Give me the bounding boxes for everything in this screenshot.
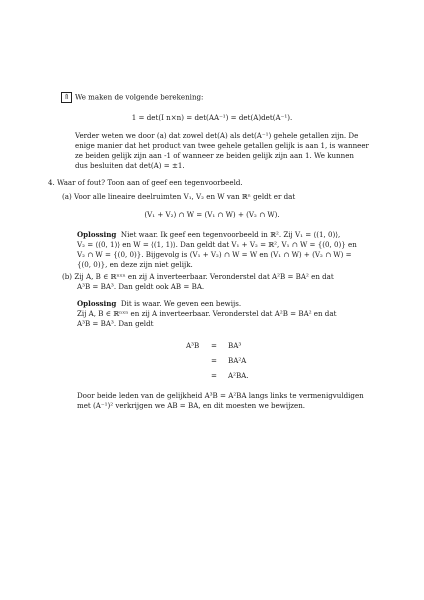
para-1-line-3: ze beiden gelijk zijn aan -1 of wanneer ze beiden gelijk zijn aan 1. We kunnen — [75, 151, 354, 160]
para-1-line-4: dus besluiten dat det(A) = ±1. — [75, 161, 185, 170]
up-arrow-icon[interactable]: ⇑ — [61, 92, 72, 103]
align-row-1-rhs: BA³ — [228, 341, 242, 350]
oplossing-label-b: Oplossing — [77, 299, 117, 308]
item-4-heading: 4. Waar of fout? Toon aan of geef een tegenvoorbeeld. — [48, 178, 243, 187]
solution-a-line-1: Oplossing Niet waar. Ik geef een tegenvoorbeeld in ℝ². Zij V₁ = ⟨(1, 0)⟩, — [77, 230, 341, 239]
para-1-line-2: enige manier dat het product van twee gehele getallen gelijk is aan 1, is wanneer — [75, 141, 369, 150]
align-row-1-lhs: A³B — [186, 341, 200, 350]
solution-b-line-1: Oplossing Dit is waar. We geven een bewijs. — [77, 299, 242, 308]
oplossing-label: Oplossing — [77, 230, 117, 239]
align-row-2-rel: = — [211, 356, 217, 365]
equation-a: (V₁ + V₂) ∩ W = (V₁ ∩ W) + (V₂ ∩ W). — [144, 210, 280, 219]
item-b-line-1: (b) Zij A, B ∈ ℝⁿˣⁿ en zij A inverteerbaar. Veronderstel dat A²B = BA² en dat — [62, 272, 334, 281]
intro-line — [61, 92, 203, 103]
solution-b-line-2: Zij A, B ∈ ℝⁿˣⁿ en zij A inverteerbaar. Veronderstel dat A²B = BA² en dat — [77, 309, 337, 318]
solution-a-line-3: V₂ ∩ W = {(0, 0)}. Bijgevolg is (V₁ + V₂) ∩ W = W en (V₁ ∩ W) + (V₂ ∩ W) = — [77, 250, 352, 259]
solution-a-line-4: {(0, 0)}, en deze zijn niet gelijk. — [77, 260, 193, 269]
align-row-3-rhs: A²BA. — [228, 371, 249, 380]
solution-b-line-3: A³B = BA³. Dan geldt — [77, 319, 154, 328]
align-row-2-rhs: BA²A — [228, 356, 247, 365]
intro-text: We maken de volgende berekening: — [75, 92, 204, 102]
align-row-3-rel: = — [211, 371, 217, 380]
solution-a-line-2: V₂ = ⟨(0, 1)⟩ en W = ⟨(1, 1)⟩. Dan geldt dat V₁ + V₂ = ℝ², V₁ ∩ W = {(0, 0)} en — [77, 240, 357, 249]
item-a-statement: (a) Voor alle lineaire deelruimten V₁, V₂ en W van ℝⁿ geldt er dat — [62, 192, 296, 201]
item-b-line-2: A³B = BA³. Dan geldt ook AB = BA. — [77, 282, 205, 291]
equation-det: 1 = det(I n×n) = det(AA⁻¹) = det(A)det(A⁻¹). — [131, 113, 293, 122]
para-1-line-1: Verder weten we door (a) dat zowel det(A) als det(A⁻¹) gehele getallen zijn. De — [75, 131, 359, 140]
final-line-2: met (A⁻¹)² verkrijgen we AB = BA, en dit moesten we bewijzen. — [77, 401, 306, 410]
final-line-1: Door beide leden van de gelijkheid A³B = A²BA langs links te vermenigvuldigen — [77, 391, 364, 400]
align-row-1-rel: = — [211, 341, 217, 350]
